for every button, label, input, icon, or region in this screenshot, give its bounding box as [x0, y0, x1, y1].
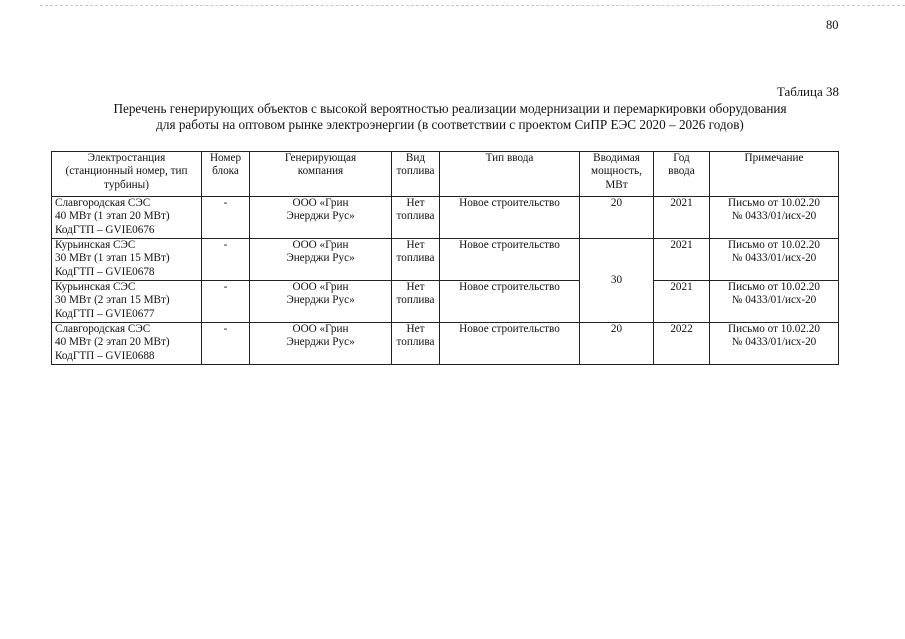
header-power-line: Вводимая	[593, 152, 640, 164]
cell-unit: -	[202, 197, 250, 239]
cell-company	[250, 281, 392, 323]
station-name: Славгородская СЭС	[55, 197, 151, 209]
fuel-line: топлива	[396, 294, 435, 307]
table-title-line-1: Перечень генерирующих объектов с высокой вероятностью реализации модернизации и перемаркировки оборудования	[113, 101, 787, 116]
table-row	[52, 281, 839, 323]
cell-company	[250, 323, 392, 365]
cell-power: 20	[580, 323, 654, 365]
cell-input-type: Новое строительство	[440, 239, 580, 281]
note-line: № 0433/01/исх-20	[731, 294, 817, 307]
cell-unit: -	[202, 239, 250, 281]
cell-fuel	[392, 239, 440, 281]
company-line: ООО «Грин	[292, 197, 349, 209]
cell-note	[710, 281, 839, 323]
station-capacity: 40 МВт (2 этап 20 МВт)	[55, 336, 170, 349]
header-station-line: Электростанция	[87, 152, 166, 164]
header-company	[250, 152, 392, 197]
company-line: Энерджи Рус»	[286, 336, 355, 349]
company-line: Энерджи Рус»	[286, 210, 355, 223]
company-line: Энерджи Рус»	[286, 252, 355, 265]
header-fuel-line: топлива	[396, 165, 435, 178]
company-line: ООО «Грин	[292, 323, 349, 335]
company-line: Энерджи Рус»	[286, 294, 355, 307]
header-station-line: турбины)	[104, 178, 149, 191]
cell-fuel	[392, 197, 440, 239]
cell-power-merged: 30	[580, 239, 654, 323]
cell-station	[52, 281, 202, 323]
note-line: Письмо от 10.02.20	[728, 239, 820, 251]
cell-fuel	[392, 323, 440, 365]
header-company-line: Генерирующая	[284, 152, 357, 164]
fuel-line: топлива	[396, 252, 435, 265]
station-capacity: 30 МВт (1 этап 15 МВт)	[55, 252, 170, 265]
header-fuel-line: Вид	[405, 152, 426, 164]
header-year-line: Год	[673, 152, 690, 164]
company-line: ООО «Грин	[292, 239, 349, 251]
header-year	[654, 152, 710, 197]
station-capacity: 40 МВт (1 этап 20 МВт)	[55, 210, 170, 223]
fuel-line: Нет	[406, 239, 425, 251]
station-name: Курьинская СЭС	[55, 281, 136, 293]
cell-year: 2021	[654, 239, 710, 281]
note-line: Письмо от 10.02.20	[728, 323, 820, 335]
station-gtp-code: КодГТП – GVIE0677	[55, 307, 155, 320]
table-label: Таблица 38	[776, 84, 839, 99]
fuel-line: Нет	[406, 197, 425, 209]
table-title-line-2: для работы на оптовом рынке электроэнергии (в соответствии с проектом СиПР ЕЭС 2020 – 2026 годов)	[156, 117, 744, 132]
table-title	[50, 101, 850, 133]
cell-year: 2021	[654, 197, 710, 239]
header-station-line: (станционный номер, тип	[65, 165, 188, 178]
cell-note	[710, 197, 839, 239]
table-row	[52, 197, 839, 239]
cell-input-type: Новое строительство	[440, 281, 580, 323]
generation-objects-table	[51, 151, 839, 365]
header-power-line: мощность,	[591, 165, 642, 178]
header-unit	[202, 152, 250, 197]
cell-station	[52, 239, 202, 281]
header-station	[52, 152, 202, 197]
note-line: Письмо от 10.02.20	[728, 197, 820, 209]
cell-input-type: Новое строительство	[440, 323, 580, 365]
cell-company	[250, 197, 392, 239]
cell-company	[250, 239, 392, 281]
table-row	[52, 239, 839, 281]
fuel-line: Нет	[406, 281, 425, 293]
cell-note	[710, 239, 839, 281]
station-capacity: 30 МВт (2 этап 15 МВт)	[55, 294, 170, 307]
header-power-line: МВт	[605, 178, 628, 191]
station-gtp-code: КодГТП – GVIE0688	[55, 349, 155, 362]
header-fuel	[392, 152, 440, 197]
scan-edge-line	[40, 5, 905, 7]
cell-input-type: Новое строительство	[440, 197, 580, 239]
note-line: № 0433/01/исх-20	[731, 252, 817, 265]
header-unit-line: Номер	[209, 152, 242, 164]
cell-year: 2021	[654, 281, 710, 323]
note-line: Письмо от 10.02.20	[728, 281, 820, 293]
header-note: Примечание	[710, 152, 839, 197]
note-line: № 0433/01/исх-20	[731, 210, 817, 223]
fuel-line: топлива	[396, 336, 435, 349]
cell-year: 2022	[654, 323, 710, 365]
table-header-row	[52, 152, 839, 197]
cell-station	[52, 197, 202, 239]
header-year-line: ввода	[668, 165, 695, 178]
header-power	[580, 152, 654, 197]
company-line: ООО «Грин	[292, 281, 349, 293]
table-row	[52, 323, 839, 365]
station-gtp-code: КодГТП – GVIE0678	[55, 265, 155, 278]
station-name: Курьинская СЭС	[55, 239, 136, 251]
cell-note	[710, 323, 839, 365]
station-name: Славгородская СЭС	[55, 323, 151, 335]
cell-fuel	[392, 281, 440, 323]
header-company-line: компания	[297, 165, 344, 178]
cell-unit: -	[202, 323, 250, 365]
cell-power: 20	[580, 197, 654, 239]
cell-unit: -	[202, 281, 250, 323]
header-unit-line: блока	[212, 165, 239, 178]
fuel-line: топлива	[396, 210, 435, 223]
cell-station	[52, 323, 202, 365]
page-number: 80	[826, 18, 839, 32]
note-line: № 0433/01/исх-20	[731, 336, 817, 349]
header-input-type: Тип ввода	[440, 152, 580, 197]
fuel-line: Нет	[406, 323, 425, 335]
station-gtp-code: КодГТП – GVIE0676	[55, 223, 155, 236]
